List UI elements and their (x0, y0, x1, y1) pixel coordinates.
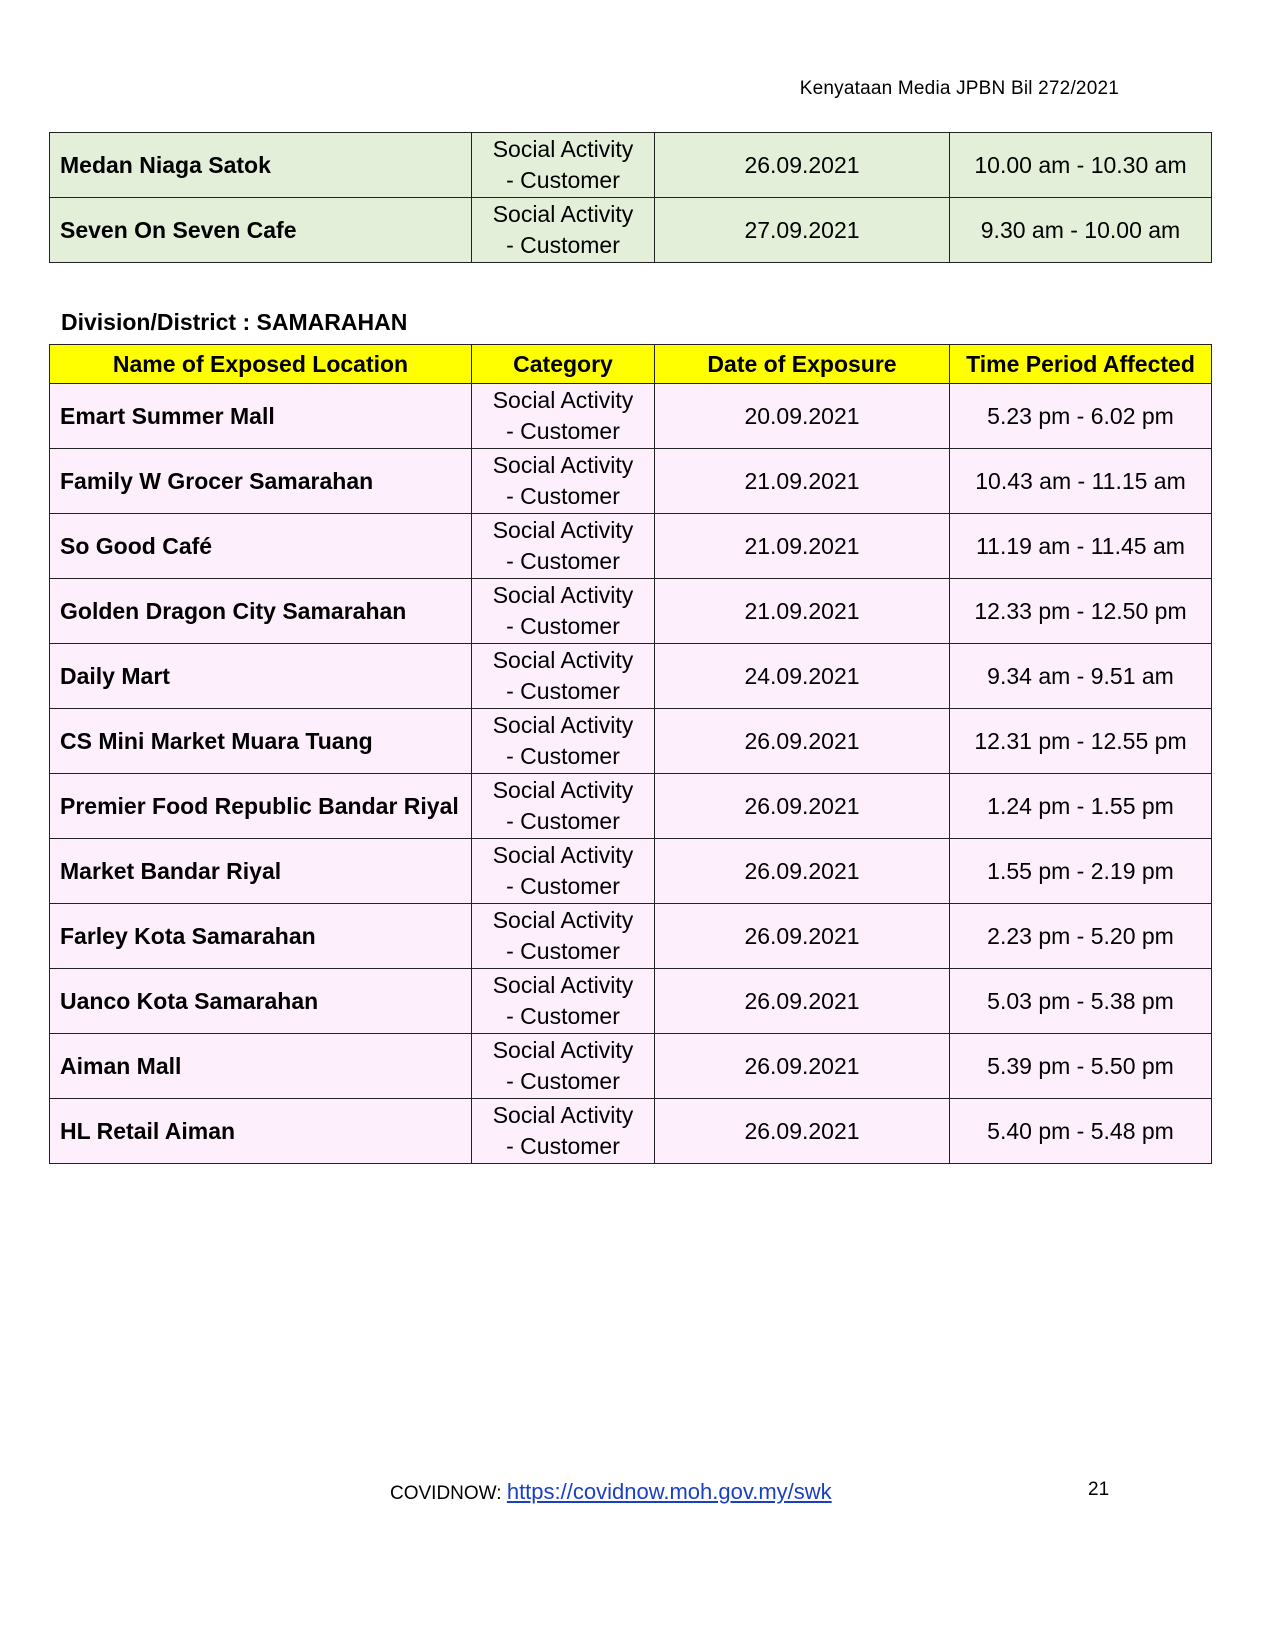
category-line-2: - Customer (506, 232, 620, 258)
exposure-date: 26.09.2021 (655, 774, 950, 839)
samarahan-table-body (50, 384, 1212, 1164)
category-cell (472, 644, 655, 709)
page-number: 21 (1088, 1479, 1110, 1500)
category-line-1: Social Activity (492, 1102, 634, 1128)
location-name: So Good Café (50, 514, 472, 579)
category-cell (472, 904, 655, 969)
exposure-date: 26.09.2021 (655, 904, 950, 969)
time-period: 12.33 pm - 12.50 pm (950, 579, 1212, 644)
table-row (50, 579, 1212, 644)
table-row (50, 839, 1212, 904)
exposure-date: 21.09.2021 (655, 579, 950, 644)
location-name: Seven On Seven Cafe (50, 198, 472, 263)
time-period: 10.00 am - 10.30 am (950, 133, 1212, 198)
category-line-1: Social Activity (492, 517, 634, 543)
category-line-1: Social Activity (492, 647, 634, 673)
category-line-1: Social Activity (492, 907, 634, 933)
time-period: 5.03 pm - 5.38 pm (950, 969, 1212, 1034)
location-name: Uanco Kota Samarahan (50, 969, 472, 1034)
time-period: 1.55 pm - 2.19 pm (950, 839, 1212, 904)
category-cell (472, 384, 655, 449)
exposure-date: 24.09.2021 (655, 644, 950, 709)
category-cell (472, 1034, 655, 1099)
exposure-date: 27.09.2021 (655, 198, 950, 263)
location-name: CS Mini Market Muara Tuang (50, 709, 472, 774)
category-line-2: - Customer (506, 418, 620, 444)
time-period: 9.30 am - 10.00 am (950, 198, 1212, 263)
category-cell (472, 514, 655, 579)
location-name: Daily Mart (50, 644, 472, 709)
exposure-date: 26.09.2021 (655, 969, 950, 1034)
location-name: Farley Kota Samarahan (50, 904, 472, 969)
covidnow-link[interactable]: https://covidnow.moh.gov.my/swk (506, 1479, 832, 1504)
category-line-2: - Customer (506, 873, 620, 899)
category-line-2: - Customer (506, 808, 620, 834)
footer (390, 1479, 832, 1505)
category-line-1: Social Activity (492, 842, 634, 868)
category-line-2: - Customer (506, 1133, 620, 1159)
location-name: Family W Grocer Samarahan (50, 449, 472, 514)
header-name: Name of Exposed Location (50, 345, 472, 384)
time-period: 5.40 pm - 5.48 pm (950, 1099, 1212, 1164)
time-period: 10.43 am - 11.15 am (950, 449, 1212, 514)
header-category: Category (472, 345, 655, 384)
exposure-date: 26.09.2021 (655, 1034, 950, 1099)
category-cell (472, 969, 655, 1034)
division-title: Division/District : SAMARAHAN (61, 309, 408, 335)
category-line-1: Social Activity (492, 452, 634, 478)
exposure-date: 21.09.2021 (655, 514, 950, 579)
category-cell (472, 709, 655, 774)
table-row (50, 133, 1212, 198)
samarahan-table (49, 344, 1212, 1164)
category-line-2: - Customer (506, 678, 620, 704)
exposure-date: 26.09.2021 (655, 839, 950, 904)
time-period: 5.39 pm - 5.50 pm (950, 1034, 1212, 1099)
category-line-2: - Customer (506, 938, 620, 964)
category-line-1: Social Activity (492, 136, 634, 162)
header-time: Time Period Affected (950, 345, 1212, 384)
category-line-1: Social Activity (492, 1037, 634, 1063)
category-line-1: Social Activity (492, 972, 634, 998)
category-cell (472, 133, 655, 198)
category-line-2: - Customer (506, 613, 620, 639)
time-period: 5.23 pm - 6.02 pm (950, 384, 1212, 449)
time-period: 12.31 pm - 12.55 pm (950, 709, 1212, 774)
exposure-date: 20.09.2021 (655, 384, 950, 449)
category-cell (472, 839, 655, 904)
exposure-date: 26.09.2021 (655, 709, 950, 774)
table-row (50, 644, 1212, 709)
time-period: 11.19 am - 11.45 am (950, 514, 1212, 579)
table-row (50, 774, 1212, 839)
continued-table (49, 132, 1212, 263)
location-name: Aiman Mall (50, 1034, 472, 1099)
table-row (50, 1034, 1212, 1099)
category-cell (472, 198, 655, 263)
table-row (50, 514, 1212, 579)
table-header-row (50, 345, 1212, 384)
continued-table-body (50, 133, 1212, 263)
footer-prefix: COVIDNOW: (390, 1483, 507, 1504)
table-row (50, 198, 1212, 263)
location-name: HL Retail Aiman (50, 1099, 472, 1164)
table-row (50, 969, 1212, 1034)
time-period: 9.34 am - 9.51 am (950, 644, 1212, 709)
time-period: 2.23 pm - 5.20 pm (950, 904, 1212, 969)
category-line-2: - Customer (506, 1068, 620, 1094)
category-cell (472, 774, 655, 839)
category-cell (472, 449, 655, 514)
category-line-2: - Customer (506, 167, 620, 193)
table-row (50, 709, 1212, 774)
location-name: Golden Dragon City Samarahan (50, 579, 472, 644)
location-name: Market Bandar Riyal (50, 839, 472, 904)
category-line-1: Social Activity (492, 777, 634, 803)
category-line-2: - Customer (506, 743, 620, 769)
exposure-date: 26.09.2021 (655, 1099, 950, 1164)
time-period: 1.24 pm - 1.55 pm (950, 774, 1212, 839)
category-cell (472, 1099, 655, 1164)
table-row (50, 904, 1212, 969)
category-line-1: Social Activity (492, 201, 634, 227)
category-line-1: Social Activity (492, 582, 634, 608)
header-reference: Kenyataan Media JPBN Bil 272/2021 (799, 78, 1119, 99)
header-date: Date of Exposure (655, 345, 950, 384)
category-line-2: - Customer (506, 483, 620, 509)
exposure-date: 26.09.2021 (655, 133, 950, 198)
category-line-1: Social Activity (492, 712, 634, 738)
location-name: Premier Food Republic Bandar Riyal (50, 774, 472, 839)
category-line-2: - Customer (506, 1003, 620, 1029)
category-line-2: - Customer (506, 548, 620, 574)
exposure-date: 21.09.2021 (655, 449, 950, 514)
table-row (50, 1099, 1212, 1164)
table-row (50, 384, 1212, 449)
location-name: Medan Niaga Satok (50, 133, 472, 198)
category-line-1: Social Activity (492, 387, 634, 413)
location-name: Emart Summer Mall (50, 384, 472, 449)
category-cell (472, 579, 655, 644)
table-row (50, 449, 1212, 514)
